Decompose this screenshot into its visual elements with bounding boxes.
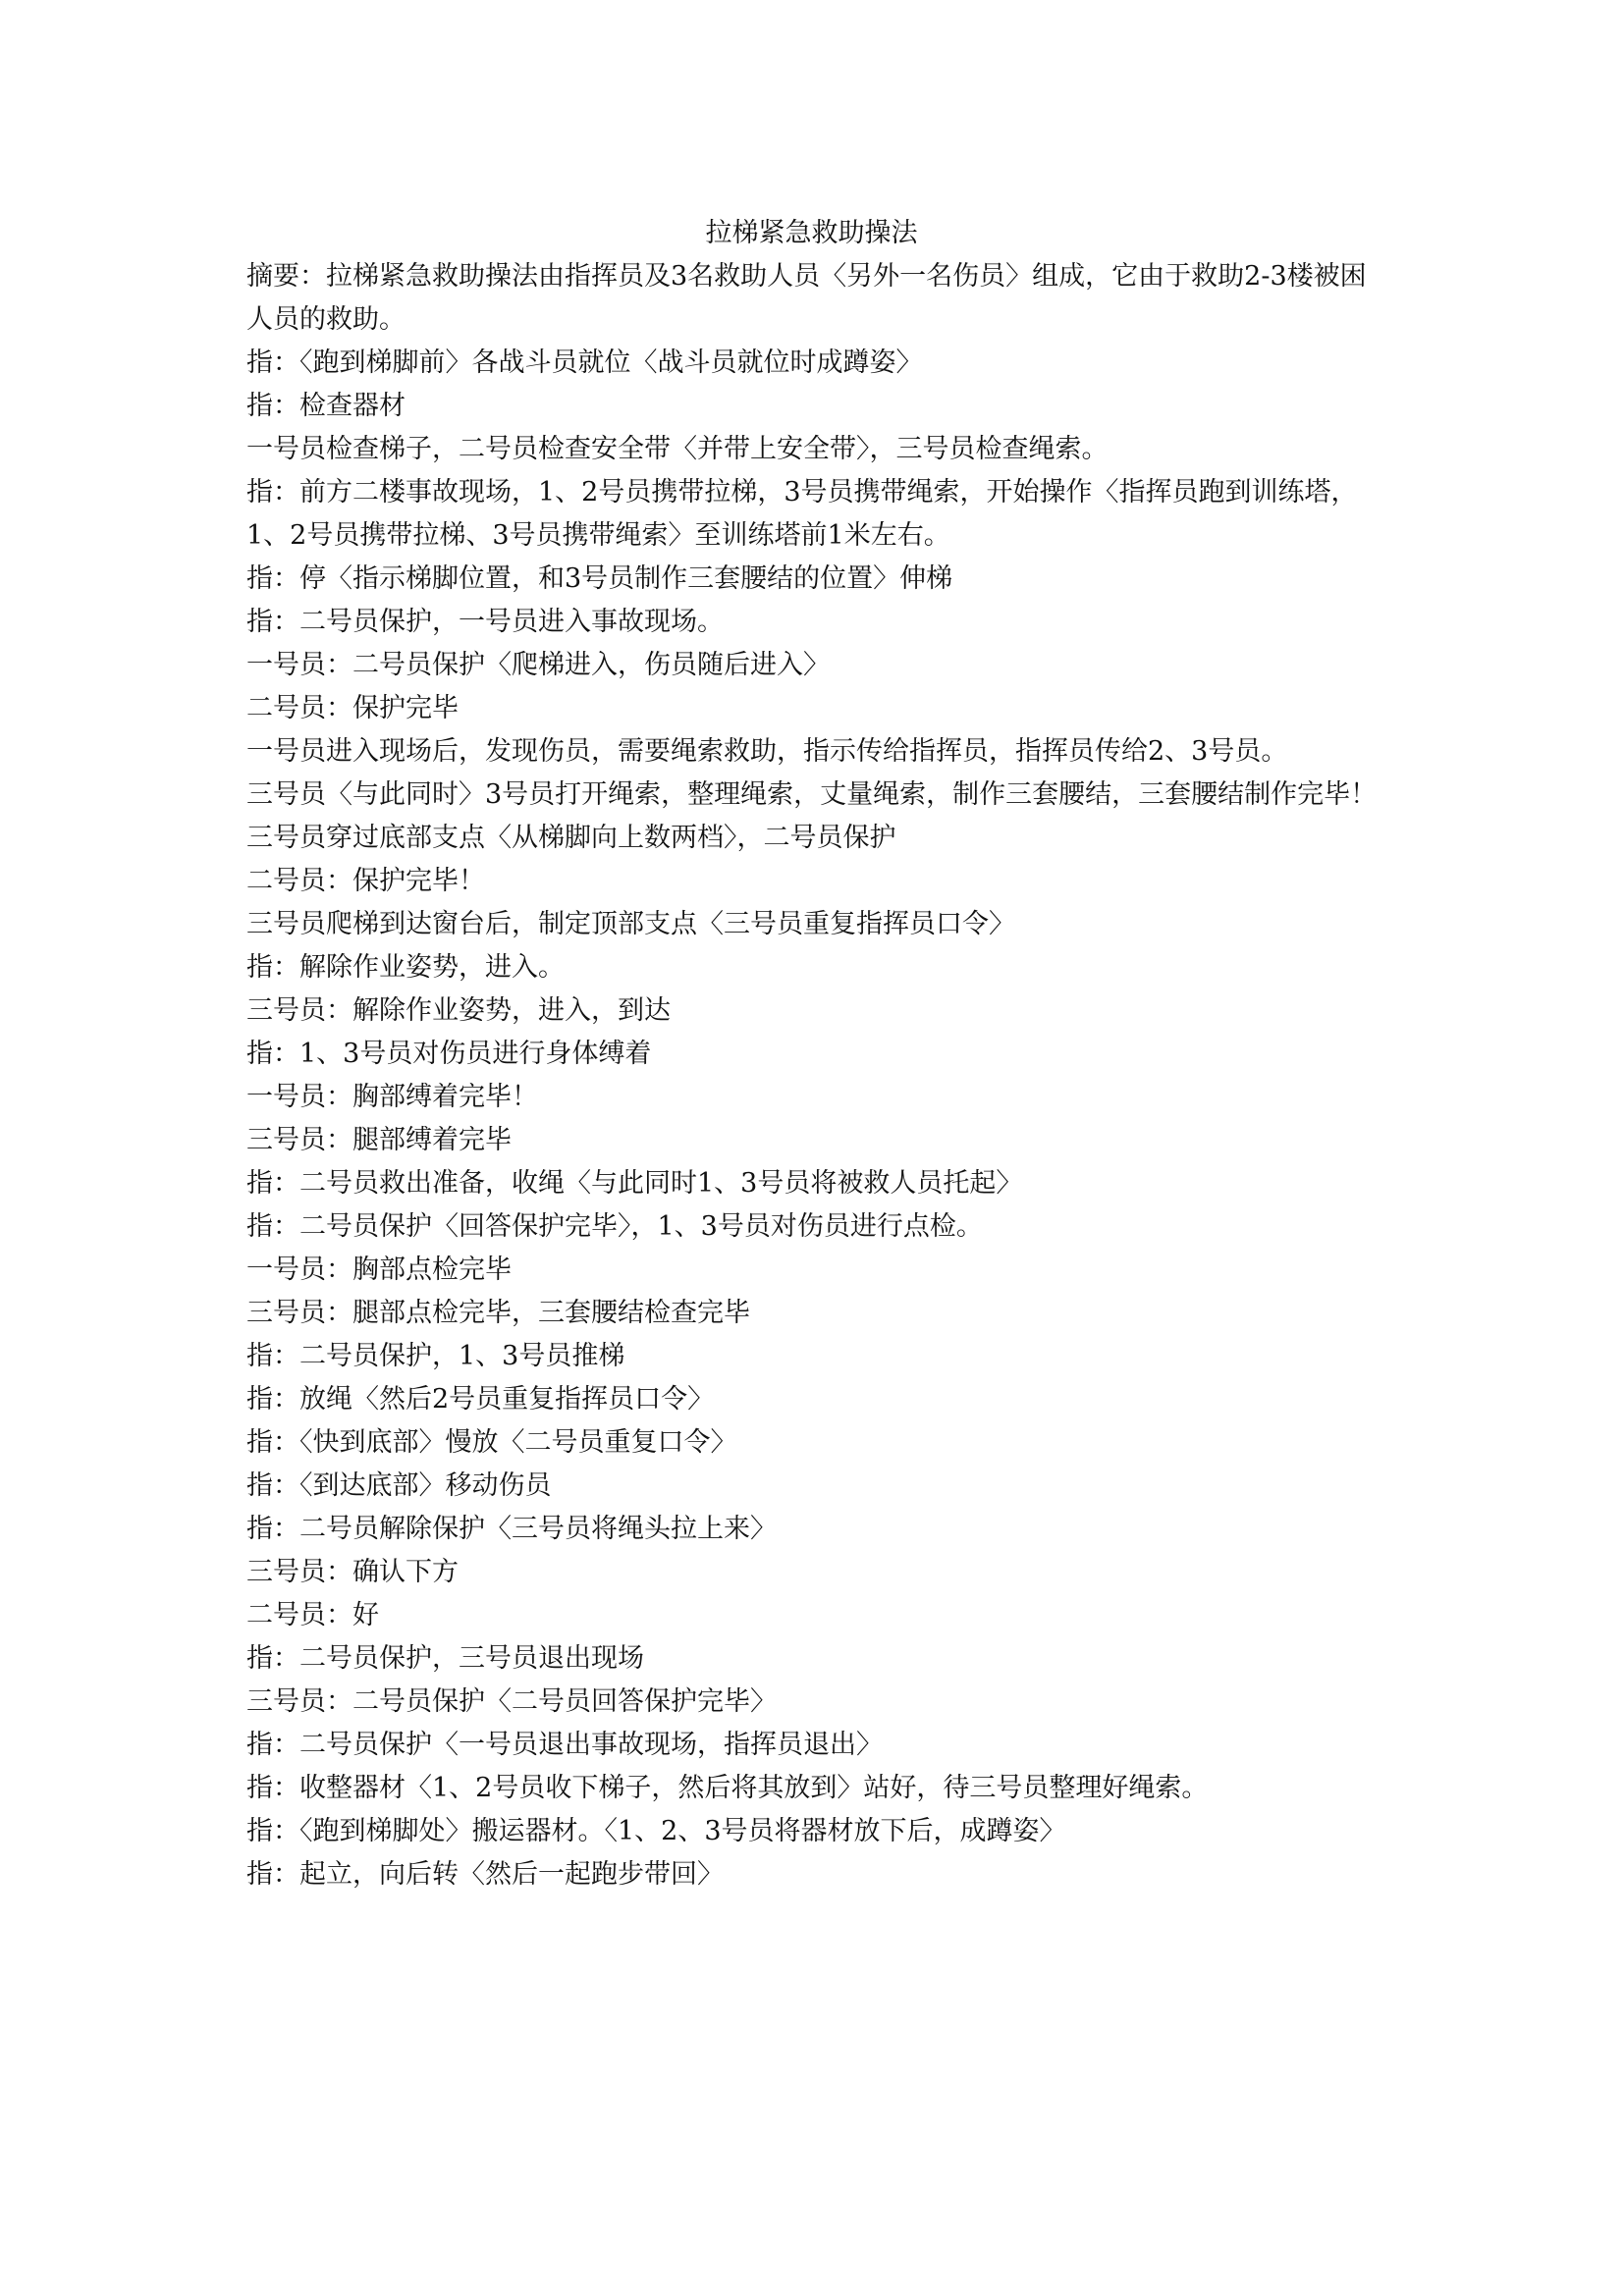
document-title: 拉梯紧急救助操法	[705, 218, 918, 248]
paragraph: 三号员穿过底部支点〈从梯脚向上数两档〉，二号员保护	[246, 823, 896, 853]
paragraph: 指：起立，向后转〈然后一起跑步带回〉	[246, 1859, 724, 1890]
paragraph: 三号员：腿部缚着完毕	[246, 1125, 512, 1155]
document-body	[246, 255, 1390, 1896]
paragraph: 指：二号员解除保护〈三号员将绳头拉上来〉	[246, 1514, 777, 1544]
paragraph: 指：放绳〈然后2号员重复指挥员口令〉	[246, 1384, 715, 1415]
paragraph-summary: 摘要：拉梯紧急救助操法由指挥员及3名救助人员〈另外一名伤员〉组成，它由于救助2-3楼被困人员的救助。	[246, 261, 1367, 335]
paragraph: 二号员：保护完毕！	[246, 866, 485, 896]
paragraph: 指：二号员保护，三号员退出现场	[246, 1643, 644, 1674]
paragraph: 一号员：胸部缚着完毕！	[246, 1082, 538, 1112]
paragraph: 指：检查器材	[246, 391, 406, 421]
paragraph: 指：停〈指示梯脚位置，和3号员制作三套腰结的位置〉伸梯	[246, 563, 953, 594]
paragraph: 三号员：确认下方	[246, 1557, 459, 1587]
paragraph: 指：二号员救出准备，收绳〈与此同时1、3号员将被救人员托起〉	[246, 1168, 1023, 1199]
paragraph: 一号员：胸部点检完毕	[246, 1255, 512, 1285]
paragraph: 指：二号员保护〈回答保护完毕〉，1、3号员对伤员进行点检。	[246, 1211, 983, 1242]
paragraph: 指：二号员保护，一号员进入事故现场。	[246, 607, 724, 637]
paragraph: 一号员：二号员保护〈爬梯进入，伤员随后进入〉	[246, 650, 830, 680]
paragraph: 指：〈快到底部〉慢放〈二号员重复口令〉	[246, 1427, 737, 1458]
paragraph: 三号员：腿部点检完毕，三套腰结检查完毕	[246, 1298, 750, 1328]
paragraph: 指：二号员保护，1、3号员推梯	[246, 1341, 625, 1371]
paragraph: 三号员爬梯到达窗台后，制定顶部支点〈三号员重复指挥员口令〉	[246, 909, 1015, 939]
paragraph: 指：〈跑到梯脚处〉搬运器材。〈1、2、3号员将器材放下后，成蹲姿〉	[246, 1816, 1066, 1846]
paragraph: 三号员〈与此同时〉3号员打开绳索，整理绳索，丈量绳索，制作三套腰结，三套腰结制作完毕！	[246, 779, 1378, 810]
paragraph: 指：〈到达底部〉移动伤员	[246, 1470, 552, 1501]
paragraph: 一号员检查梯子，二号员检查安全带〈并带上安全带〉，三号员检查绳索。	[246, 434, 1109, 464]
paragraph: 指：解除作业姿势，进入。	[246, 952, 565, 983]
paragraph: 三号员：二号员保护〈二号员回答保护完毕〉	[246, 1686, 777, 1717]
paragraph: 三号员：解除作业姿势，进入，到达	[246, 995, 671, 1026]
paragraph: 二号员：好	[246, 1600, 379, 1630]
paragraph: 二号员：保护完毕	[246, 693, 459, 723]
paragraph: 指：1、3号员对伤员进行身体缚着	[246, 1039, 652, 1069]
paragraph: 一号员进入现场后，发现伤员，需要绳索救助，指示传给指挥员，指挥员传给2、3号员。	[246, 736, 1288, 767]
paragraph: 指：前方二楼事故现场，1、2号员携带拉梯，3号员携带绳索，开始操作〈指挥员跑到训练塔，1、2号员携带拉梯、3号员携带绳索〉至训练塔前1米左右。	[246, 477, 1358, 551]
paragraph: 指：〈跑到梯脚前〉各战斗员就位〈战斗员就位时成蹲姿〉	[246, 347, 923, 378]
paragraph: 指：二号员保护〈一号员退出事故现场，指挥员退出〉	[246, 1730, 883, 1760]
paragraph: 指：收整器材〈1、2号员收下梯子，然后将其放到〉站好，待三号员整理好绳索。	[246, 1773, 1209, 1803]
